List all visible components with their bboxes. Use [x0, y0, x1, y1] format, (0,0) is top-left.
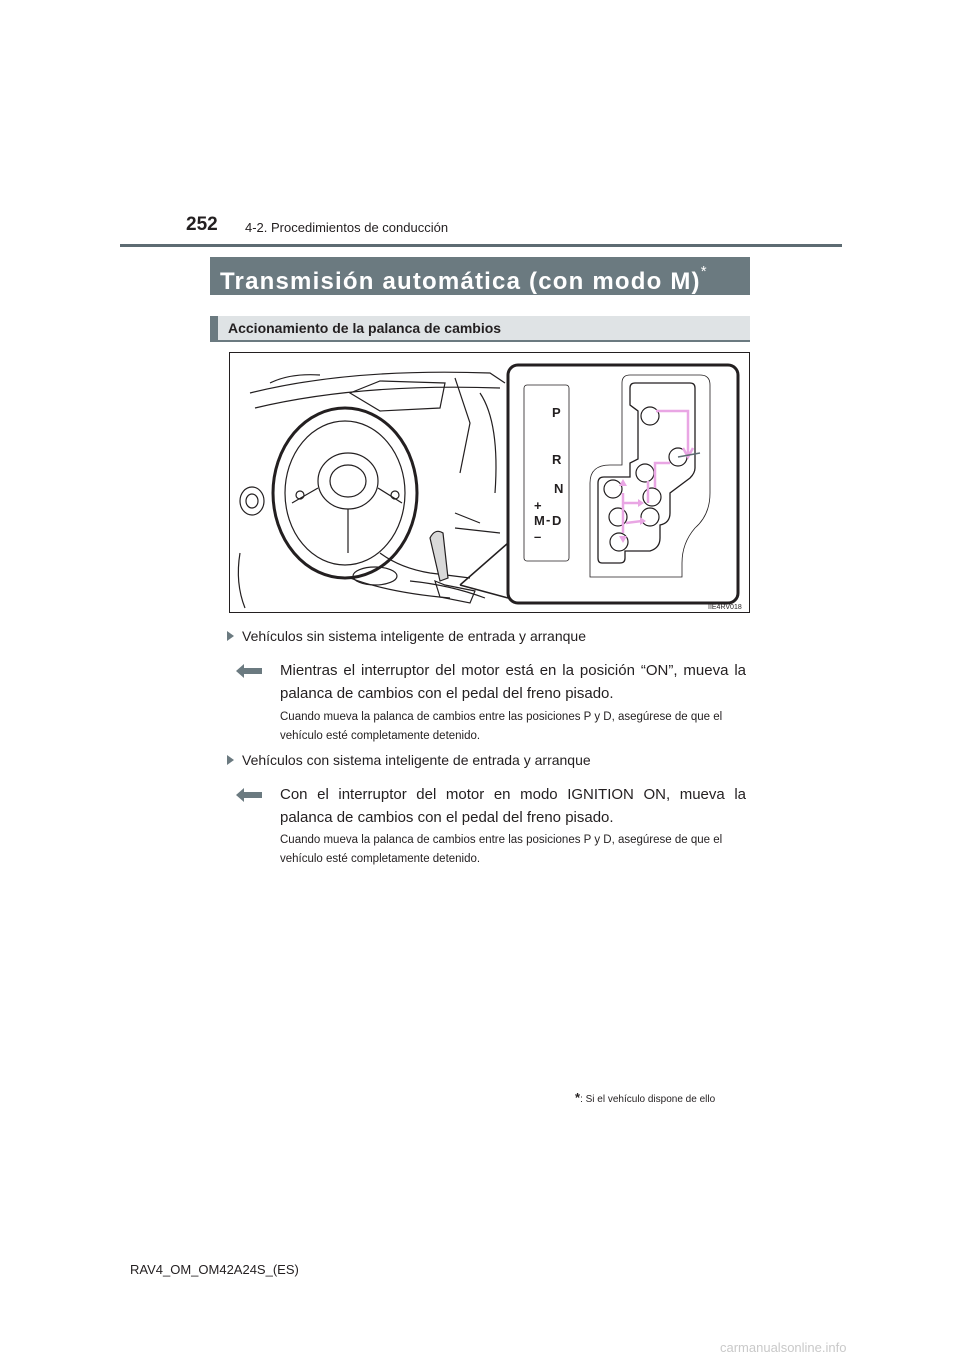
cockpit-illustration [238, 372, 505, 608]
arrow-left-icon [236, 664, 262, 678]
footnote-text: : Si el vehículo dispone de ello [580, 1094, 716, 1105]
section-heading-1-text: Vehículos sin sistema inteligente de entrada y arranque [242, 628, 586, 644]
figure-drawing [230, 353, 750, 613]
page-number: 252 [186, 214, 218, 235]
section-heading-2-text: Vehículos con sistema inteligente de entrada y arranque [242, 752, 591, 768]
section-reference: 4-2. Procedimientos de conducción [245, 220, 449, 235]
triangle-bullet-icon [227, 631, 234, 641]
section-paragraph-1: Mientras el interruptor del motor está en la posición “ON”, mueva la palanca de cambios con el pedal del freno pisado. [280, 662, 746, 702]
section-note-1: Cuando mueva la palanca de cambios entre las posiciones P y D, asegúrese de que el vehículo esté completamente detenido. [280, 711, 723, 742]
document-code: RAV4_OM_OM42A24S_(ES) [130, 1262, 299, 1277]
footnote-asterisk: * [575, 1090, 581, 1105]
gear-label-p: P [552, 405, 561, 420]
gear-label-plus: + [534, 498, 542, 513]
figure-code: IIE4RV018 [708, 604, 742, 611]
watermark: carmanualsonline.info [720, 1340, 847, 1355]
gear-label-minus: – [534, 529, 542, 544]
page-title-text: Transmisión automática (con modo M) [220, 268, 701, 295]
subtitle-text: Accionamiento de la palanca de cambios [228, 320, 502, 336]
subtitle-bar [210, 316, 750, 342]
section-heading-2 [227, 752, 591, 768]
header-divider [120, 244, 842, 247]
footnote [575, 1090, 715, 1105]
section-paragraph-2: Con el interruptor del motor en modo IGNITION ON, mueva la palanca de cambios con el pedal del freno pisado. [280, 786, 746, 826]
gear-label-dash: - [546, 512, 551, 527]
triangle-bullet-icon [227, 755, 234, 765]
arrow-left-icon [236, 788, 262, 802]
gear-label-d: D [552, 513, 562, 528]
gear-label-r: R [552, 452, 562, 467]
page-title [210, 257, 750, 295]
gear-label-n: N [554, 481, 564, 496]
section-note-2: Cuando mueva la palanca de cambios entre las posiciones P y D, asegúrese de que el vehículo esté completamente detenido. [280, 834, 723, 865]
title-asterisk: * [700, 263, 708, 280]
shift-lever-figure [229, 352, 750, 613]
section-heading-1 [227, 628, 586, 644]
gear-label-m: M [534, 513, 545, 528]
subtitle-marker [210, 316, 218, 340]
